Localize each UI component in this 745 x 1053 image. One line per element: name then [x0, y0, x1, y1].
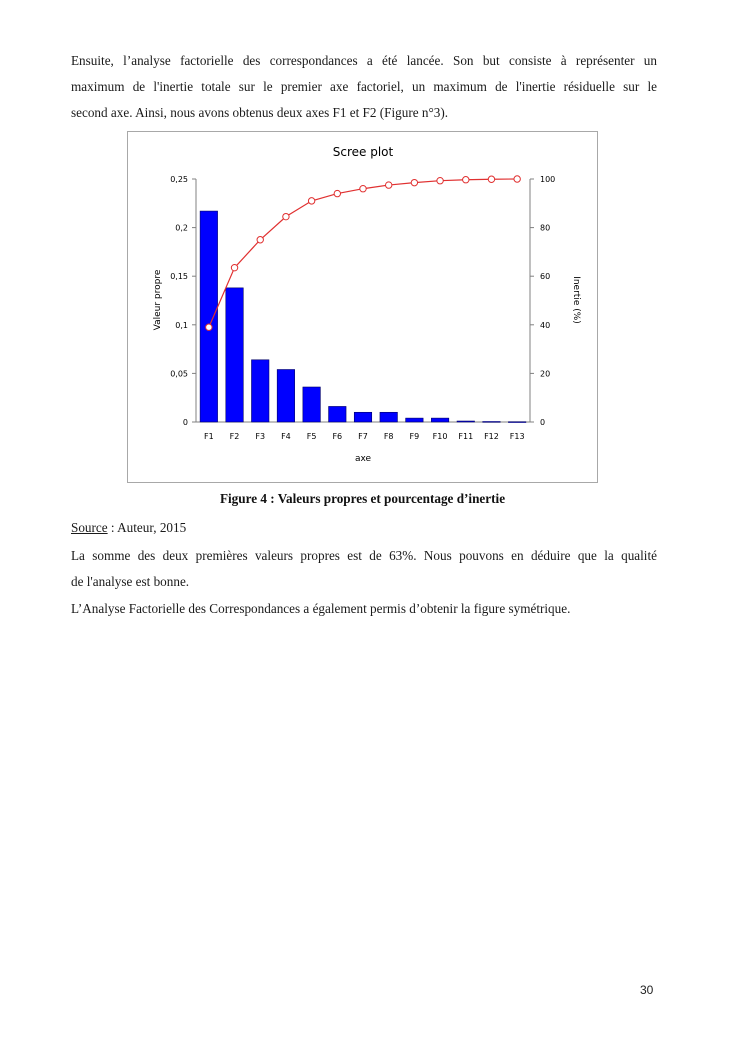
x-axis-label: axe	[354, 454, 372, 464]
bar-F12	[483, 422, 500, 423]
x-tick-label: F2	[229, 432, 240, 441]
y2-tick-label: 0	[540, 418, 546, 427]
y-tick-label: 0,2	[175, 223, 188, 233]
chart-svg	[128, 132, 599, 484]
intro-line-2: maximum de l'inertie totale sur le premier axe factoriel, un maximum de l'inertie résiduelle sur le	[71, 79, 657, 94]
source-label[interactable]: Source	[71, 520, 108, 535]
conclusion-line-2: de l'analyse est bonne.	[71, 574, 190, 589]
conclusion-line-1: La somme des deux premières valeurs propres est de 63%. Nous pouvons en déduire que la qualité	[71, 548, 657, 563]
source-line	[71, 520, 186, 536]
bar-F3	[251, 360, 268, 422]
intro-paragraph	[71, 48, 657, 126]
source-text: : Auteur, 2015	[107, 520, 187, 535]
final-paragraph: L’Analyse Factorielle des Correspondances a également permis d’obtenir la figure symétrique.	[71, 601, 571, 616]
x-tick-label: F12	[484, 432, 499, 441]
y-tick-label: 0,25	[170, 175, 188, 184]
conclusion-paragraph	[71, 543, 657, 595]
x-tick-label: F7	[358, 432, 368, 441]
y2-axis-label: Inertie (%)	[571, 276, 581, 324]
inertia-point-F8	[385, 182, 391, 188]
x-tick-label: F3	[255, 432, 266, 441]
inertia-point-F13	[514, 176, 520, 182]
x-tick-label: F11	[458, 432, 474, 441]
inertia-point-F4	[283, 213, 289, 219]
x-tick-label: F4	[281, 432, 291, 441]
bar-F6	[329, 406, 346, 422]
y2-tick-label: 100	[540, 175, 556, 184]
bar-F1	[200, 211, 217, 422]
y2-tick-label: 20	[540, 369, 551, 379]
bar-F7	[354, 412, 371, 422]
bar-F11	[457, 421, 474, 422]
chart-title: Scree plot	[332, 145, 394, 159]
plot-area	[170, 175, 555, 441]
x-tick-label: F1	[203, 432, 214, 441]
x-tick-label: F9	[409, 432, 420, 441]
cumulative-inertia-line	[209, 179, 517, 327]
bar-F5	[303, 387, 320, 422]
x-tick-label: F6	[332, 432, 343, 441]
inertia-point-F7	[360, 186, 366, 192]
inertia-point-F5	[308, 198, 314, 204]
y2-tick-label: 80	[540, 223, 551, 233]
inertia-point-F9	[411, 179, 417, 185]
y-tick-label: 0,15	[170, 272, 188, 282]
inertia-point-F10	[437, 178, 443, 184]
intro-line-3: second axe. Ainsi, nous avons obtenus deux axes F1 et F2 (Figure n°3).	[71, 105, 449, 120]
y2-tick-label: 40	[540, 320, 551, 330]
figure-caption: Figure 4 : Valeurs propres et pourcentage d’inertie	[219, 491, 506, 506]
bar-F13	[508, 422, 525, 423]
page-number: 30	[640, 983, 654, 997]
y-tick-label: 0,05	[170, 369, 188, 379]
scree-plot-chart	[127, 131, 598, 483]
bar-F8	[380, 412, 397, 422]
bar-F9	[406, 418, 423, 422]
x-tick-label: F5	[306, 432, 317, 441]
y-tick-label: 0	[182, 418, 188, 427]
x-tick-label: F13	[509, 432, 525, 441]
bar-F4	[277, 370, 294, 422]
inertia-point-F2	[231, 264, 237, 270]
y-axis-label: Valeur propre	[153, 269, 163, 331]
inertia-point-F1	[206, 324, 212, 330]
bar-F2	[226, 288, 243, 422]
bar-F10	[431, 418, 448, 422]
x-tick-label: F10	[432, 432, 448, 441]
y2-tick-label: 60	[540, 272, 551, 282]
inertia-point-F11	[463, 177, 469, 183]
inertia-point-F6	[334, 190, 340, 196]
x-tick-label: F8	[383, 432, 394, 441]
intro-line-1: Ensuite, l’analyse factorielle des correspondances a été lancée. Son but consiste à représenter un	[71, 53, 657, 68]
inertia-point-F3	[257, 237, 263, 243]
inertia-point-F12	[488, 176, 494, 182]
y-tick-label: 0,1	[175, 320, 188, 330]
